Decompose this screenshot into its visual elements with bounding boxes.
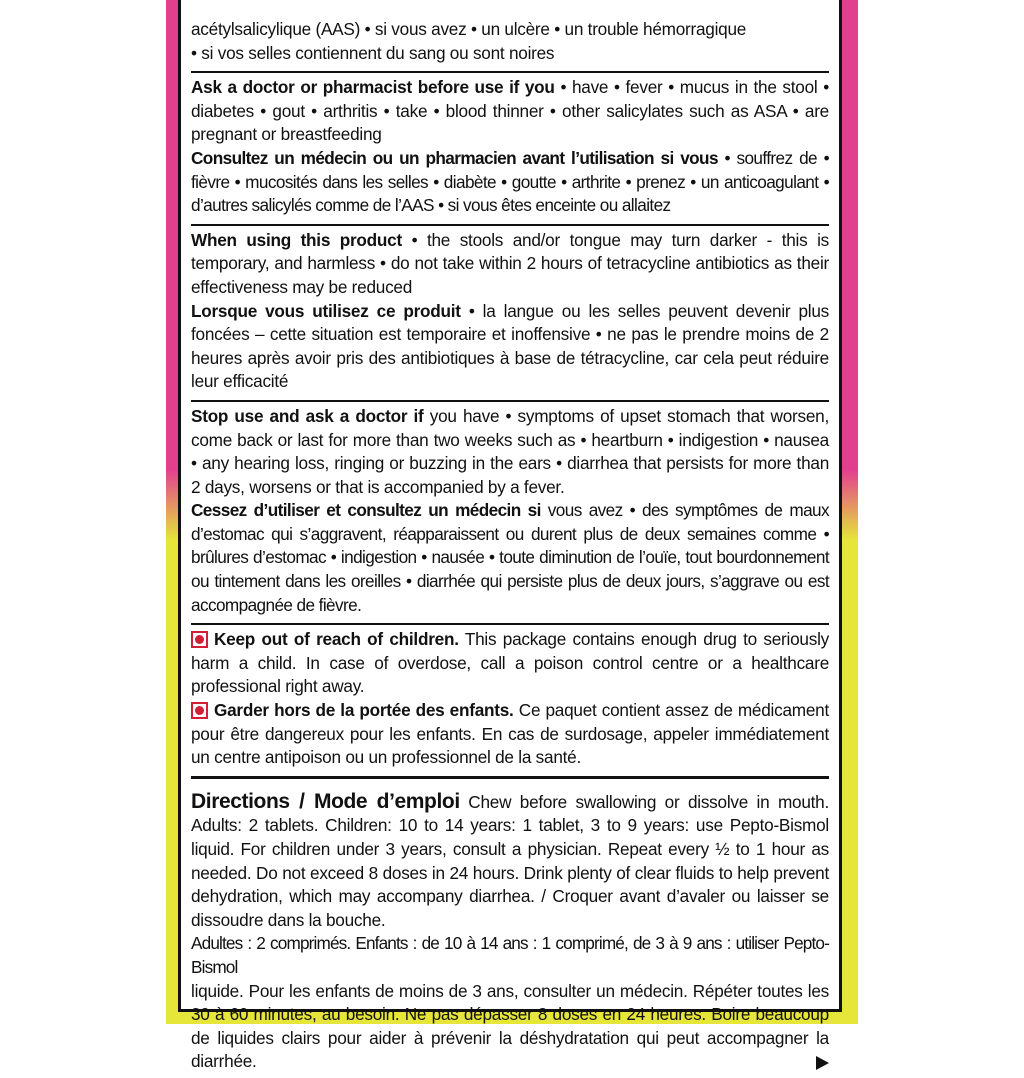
stop-use-text-en: you have • symptoms of upset stomach that worsen, come back or last for more than two weeks such as • heartburn • indigestion • nausea • any hearing loss, ringing or buzzing in the ears • diarrhea that persists for more than 2 days, worsens or that is accompanied by a fever.	[191, 405, 829, 497]
section-stop-use	[191, 400, 829, 621]
continued-line-2: • si vos selles contiennent du sang ou sont noires	[191, 42, 555, 63]
section-ask-doctor	[191, 71, 829, 222]
ask-doctor-text-en: • have • fever • mucus in the stool • diabetes • gout • arthritis • take • blood thinner • other salicylates such as ASA • are pregnant or breastfeeding	[191, 77, 829, 145]
section-keep-out-of-reach	[191, 623, 829, 774]
continued-line-1: acétylsalicylique (AAS) • si vous avez • un ulcère • un trouble hémorragique	[191, 19, 747, 39]
ask-doctor-text-fr: • souffrez de • fièvre • mucosités dans les selles • diabète • goutte • arthrite • prenez • un anticoagulant • d’autres salicylés comme de l’AAS • si vous êtes enceinte ou allaitez	[191, 147, 829, 216]
drug-facts-panel	[178, 0, 842, 1072]
directions-text-1: Chew before swallowing or dissolve in mouth. Adults: 2 tablets. Children: 10 to 14 years: 1 tablet, 3 to 9 years: use Pepto-Bismol liquid. For children under 3 years, consult a physician. Repeat every ½ to 1 hour as needed. Do not exceed 8 doses in 24 hours. Drink plenty of clear fluids to help prevent dehydration, which may accompany diarrhea. / Croquer avant d’avaler ou laisser se dissoudre dans la bouche.	[191, 791, 829, 930]
arrow-right-icon	[816, 1056, 829, 1070]
when-using-heading-fr: Lorsque vous utilisez ce produit	[191, 300, 461, 321]
directions-text-3: liquide. Pour les enfants de moins de 3 ans, consulter un médecin. Répéter toutes les 30 à 60 minutes, au besoin. Ne pas dépasser 8 doses en 24 heures. Boire beaucoup de liquides clairs pour aider à prévenir la déshydratation qui peut accompagner la diarrhée.	[191, 980, 829, 1072]
when-using-heading-en: When using this product	[191, 229, 402, 250]
when-using-text-en: • the stools and/or tongue may turn darker - this is temporary, and harmless • do not take within 2 hours of tetracycline antibiotics as their effectiveness may be reduced	[191, 229, 829, 297]
stop-sign-icon	[191, 702, 208, 719]
section-when-using	[191, 224, 829, 398]
keep-out-heading-fr: Garder hors de la portée des enfants.	[214, 700, 514, 721]
ask-doctor-heading-fr: Consultez un médecin ou un pharmacien avant l’utilisation si vous	[191, 147, 718, 168]
stop-use-text-fr: vous avez • des symptômes de maux d’estomac qui s’aggravent, réapparaissent ou durent plus de deux semaines comme • brûlures d’estomac • indigestion • nausée • toute diminution de l’ouïe, tout bourdonnement ou tintement dans les oreilles • diarrhée qui persiste plus de deux jours, s’aggrave ou est accompagnée de fièvre.	[191, 500, 830, 615]
keep-out-text-en: This package contains enough drug to seriously harm a child. In case of overdose, call a poison control centre or a healthcare professional right away.	[191, 629, 829, 697]
stop-use-heading-en: Stop use and ask a doctor if	[191, 405, 424, 426]
directions-text-2: Adultes : 2 comprimés. Enfants : de 10 à 14 ans : 1 comprimé, de 3 à 9 ans : utiliser Pepto-Bismol	[191, 933, 829, 977]
stop-use-heading-fr: Cessez d’utiliser et consultez un médecin si	[191, 500, 541, 521]
keep-out-heading-en: Keep out of reach of children.	[214, 629, 459, 650]
section-allergy-continued	[191, 2, 829, 69]
directions-title: Directions / Mode d’emploi	[191, 789, 460, 813]
stop-sign-icon	[191, 631, 208, 648]
keep-out-text-fr: Ce paquet contient assez de médicament pour être dangereux pour les enfants. En cas de surdosage, appeler immédiatement un centre antipoison ou un professionnel de la santé.	[191, 700, 829, 768]
when-using-text-fr: • la langue ou les selles peuvent devenir plus foncées – cette situation est temporaire et inoffensive • ne pas le prendre moins de 2 heures après avoir pris des antibiotiques à base de tétracycline, car cela peut réduire leur efficacité	[191, 300, 829, 392]
ask-doctor-heading-en: Ask a doctor or pharmacist before use if you	[191, 77, 555, 98]
section-directions	[191, 776, 829, 1078]
